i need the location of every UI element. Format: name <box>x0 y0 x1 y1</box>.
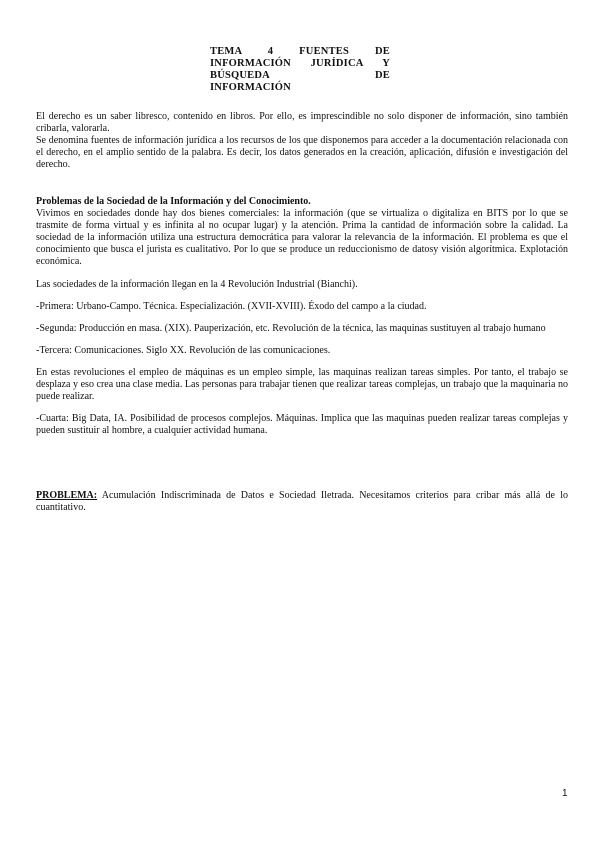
section-paragraph: Las sociedades de la información llegan en la 4 Revolución Industrial (Bianchi). <box>36 278 358 290</box>
problem-label: PROBLEMA: <box>36 490 98 501</box>
page-number: 1 <box>562 788 568 799</box>
intro-paragraph: El derecho es un saber libresco, contenido en libros. Por ello, es imprescindible no solo disponer de información, sino también cribarla, valorarla. <box>36 111 568 135</box>
revolution-item: -Segunda: Producción en masa. (XIX). Pauperización, etc. Revolución de la técnica, las maquinas sustituyen al trabajo humano <box>36 322 546 334</box>
revolution-item: -Tercera: Comunicaciones. Siglo XX. Revolución de las comunicaciones. <box>36 344 331 356</box>
problems-section <box>36 196 568 437</box>
intro-paragraph: Se denomina fuentes de información jurídica a los recursos de los que disponemos para acceder a la documentación relacionada con el derecho, en el amplio sentido de la palabra. Es decir, los datos generados en la creación, aplicación, difusión e investigación del derecho. <box>36 135 568 171</box>
title-line: INFORMACIÓN <box>210 82 291 93</box>
revolution-item: -Cuarta: Big Data, IA. Posibilidad de procesos complejos. Máquinas. Implica que las maquinas pueden realizar tareas complejas y pueden sustituir al hombre, a cualquier actividad humana. <box>36 413 568 437</box>
section-heading: Problemas de la Sociedad de la Información y del Conocimiento. <box>36 196 311 207</box>
intro-section <box>36 111 568 171</box>
section-paragraph: Vivimos en sociedades donde hay dos bienes comerciales: la información (que se virtualiza o digitaliza en BITS por lo que se trasmite de forma virtual y es infinita al no ocupar lugar) y la atención. Prima la cantidad de información sobre la calidad. La sociedad de la información utiliza una estructura democrática para valorar la relevancia de la información. El problema es que el conocimiento que busca el jurista es cualitativo. Por lo que se produce un reduccionismo de datosy visión algorítmica. Explotación económica. <box>36 208 568 268</box>
problem-paragraph <box>36 490 568 514</box>
revolution-item: -Primera: Urbano-Campo. Técnica. Especialización. (XVII-XVIII). Éxodo del campo a la ciudad. <box>36 300 427 312</box>
problem-statement <box>36 490 568 514</box>
document-title <box>210 46 390 94</box>
title-line: TEMA 4 FUENTES DE <box>210 46 390 57</box>
title-line: INFORMACIÓN JURÍDICA Y <box>210 58 390 69</box>
title-line: BÚSQUEDA DE <box>210 70 390 81</box>
section-paragraph: En estas revoluciones el empleo de máquinas es un empleo simple, las maquinas realizan tareas simples. Por tanto, el trabajo se desplaza y eso crea una clase media. Las personas para trabajar tienen que realizar tareas complejas, un trabajo que la maquinaria no puede realizar. <box>36 366 568 403</box>
problem-text: Acumulación Indiscriminada de Datos e Sociedad Iletrada. Necesitamos criterios para cribar más allá de lo cuantitativo. <box>36 490 568 514</box>
